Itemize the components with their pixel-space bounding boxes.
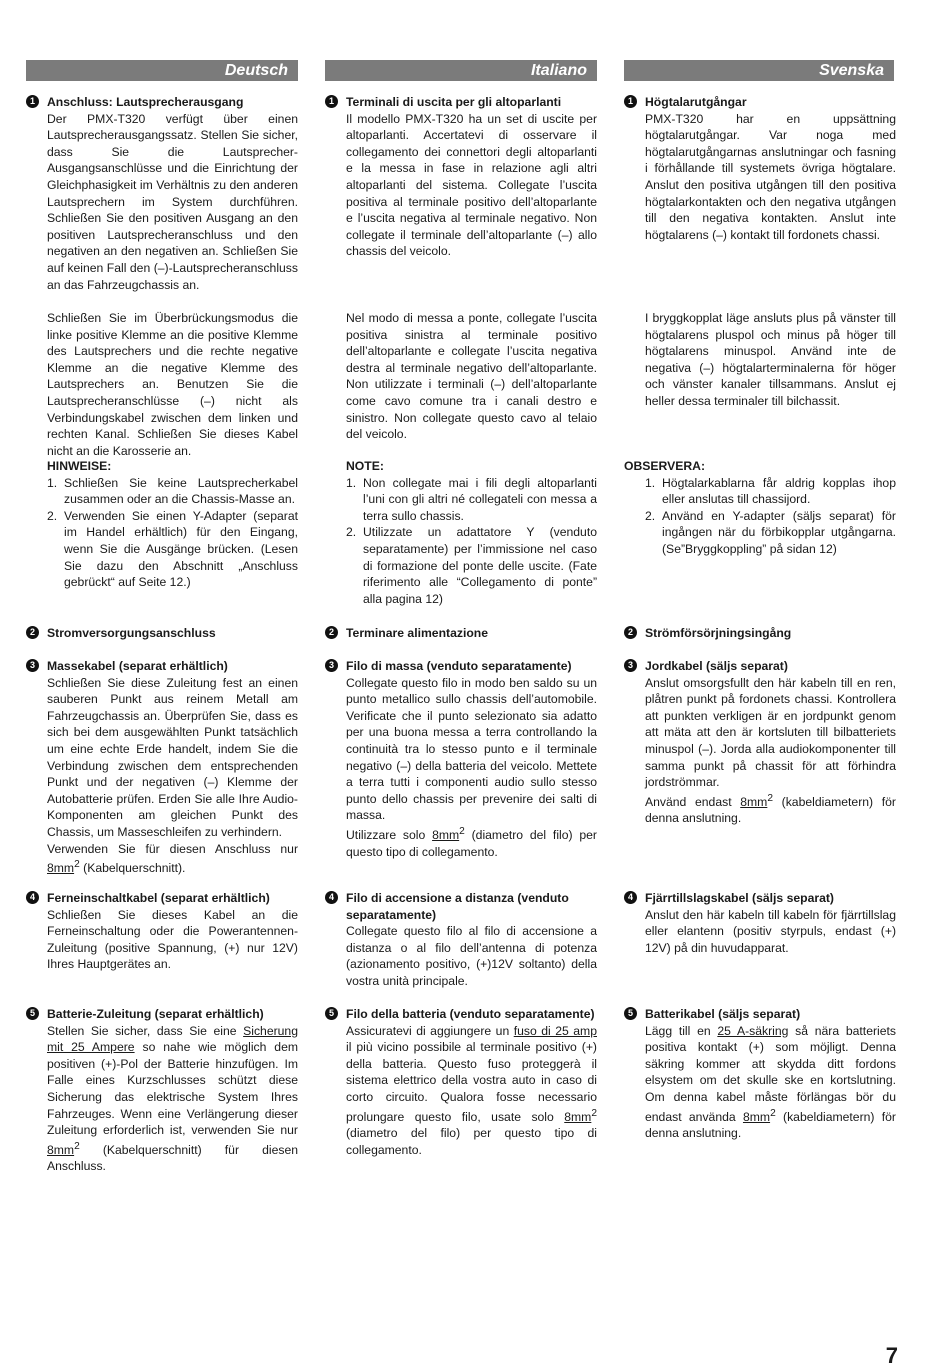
number-badge: 2 (325, 626, 338, 639)
note-item (645, 475, 896, 508)
note-number: 2. (645, 508, 656, 523)
note-text: Högtalarkablarna får aldrig kopplas ihop eller anslutas till chassijord. (662, 475, 896, 507)
note-item (346, 524, 597, 607)
note-item (47, 475, 298, 508)
section-title: Anschluss: Lautsprecherausgang (47, 95, 244, 109)
number-badge: 4 (624, 891, 637, 904)
note-number: 1. (346, 475, 357, 490)
note-number: 1. (645, 475, 656, 490)
note-text: Non collegate mai i fili degli altoparlanti l’uni con gli altri né collegateli con messa a terra sullo chassis. (363, 475, 597, 523)
fuse-rating: 25 A-säkring (717, 1023, 789, 1038)
section-text: PMX-T320 har en uppsättning högtalarutgångar. Var noga med högtalarutgångarnas anslutningar och fasning i förhållande till systemets övriga högtalare. Anslut den positiva utgången till den positiva högtalarkontakten och den negativa utgången till den negativa kontakten. Anslut inte högtalarens (–) kontakt till fordonets chassi. (645, 111, 896, 242)
note-number: 2. (346, 525, 357, 540)
section-text: il più vicino possibile al terminale positivo (+) della batteria. Questo fuso proteggerà il sistema elettrico della vostra auto in caso di corto circuito. Qualora fosse necessario prolungare questo filo, usate solo (346, 1040, 597, 1124)
bridge-paragraph (325, 310, 597, 443)
column-italiano (325, 60, 597, 1157)
section-text: Anslut den här kabeln till kabeln för fjärrtillslag eller elantenn (positiv styrpuls, endast (+) 12V) på din huvudapparat. (645, 907, 896, 955)
section-text: Använd endast (645, 794, 741, 809)
section-title: Filo della batteria (venduto separatamente) (346, 1007, 595, 1021)
cable-size: 8mm (740, 794, 768, 809)
section-3 (26, 658, 298, 877)
section-text: Der PMX-T320 verfügt über einen Lautsprecherausgangssatz. Stellen Sie sicher, dass Sie die Lautsprecher-Ausgangsanschlüsse und die Einrichtung der Gleichphasigkeit im Verhältnis zu den anderen Lautsprechern im System durchführen. Schließen Sie den positiven Ausgang an den positiven Lautsprecheranschluss und den negativen an den negativen an. Schließen Sie auf keinen Fall den (–)-Lautsprecheranschluss an das Fahrzeugchassis an. (47, 111, 298, 292)
section-title: Massekabel (separat erhältlich) (47, 659, 228, 673)
cable-size: 8mm (564, 1109, 592, 1124)
cable-size: 8mm (742, 1109, 771, 1124)
notes-heading: NOTE: (346, 459, 384, 473)
number-badge: 4 (26, 891, 39, 904)
cable-size: 8mm (47, 1142, 75, 1157)
section-text: Utilizzare solo (346, 828, 433, 842)
section-title: Jordkabel (säljs separat) (645, 659, 788, 673)
section-title: Batterikabel (säljs separat) (645, 1007, 801, 1021)
column-svenska (624, 60, 896, 1141)
section-text: Il modello PMX-T320 ha un set di uscite per altoparlanti. Accertatevi di osservare il collegamento dei connettori degli altoparlanti e la messa in fase in relazione agli altri altoparlanti del sistema. Collegate l’uscita positiva al terminale positivo dell’altoparlante e l’uscita negativa al terminale negativo. Non collegate il terminale dell’altoparlante (–) allo chassis del veicolo. (346, 111, 597, 259)
section-text: so nahe wie möglich dem positiven (+)-Pol der Batterie hinzufügen. Im Falle eines Kurzschlusses schützt diese Sicherung das elektrische System Ihres Fahrzeuges. Wenn eine Verlängerung dieser Zuleitung erforderlich ist, verwenden Sie nur (47, 1040, 299, 1138)
language-header: Svenska (624, 60, 894, 81)
number-badge: 3 (624, 659, 637, 672)
section-text: (kabeldiametern) för denna anslutning. (645, 794, 896, 826)
bridge-text: Schließen Sie im Überbrückungsmodus die linke positive Klemme an die positive Klemme des Lautsprechers und die rechte negative Klemme an die negative Klemme des Lautsprechers an. Benutzen Sie die Lautsprecheranschlüsse (–) nicht als Verbindungskabel zwischen dem linken und rechten Kanal. Schließen Sie dieses Kabel nicht an die Karosserie an. (47, 311, 298, 458)
note-text: Utilizzate un adattatore Y (venduto separatamente) per l’immissione nel caso di formazione del ponte delle uscite. (Fate riferimento alle “Collegamento di ponte” alla pagina 12) (363, 525, 597, 606)
section-2 (26, 625, 298, 642)
section-text: Stellen Sie sicher, dass Sie eine (47, 1023, 244, 1038)
number-badge: 1 (325, 95, 338, 108)
note-item (47, 508, 298, 591)
section-title: Batterie-Zuleitung (separat erhältlich) (47, 1007, 264, 1021)
section-text: (kabeldiametern) för denna anslutning. (645, 1109, 896, 1141)
notes-block (325, 458, 597, 607)
number-badge: 5 (26, 1007, 39, 1020)
section-text: Collegate questo filo al filo di accensione a distanza o al filo dell’antenna di potenza (azionamento positivo, (+)12V soltanto) della vostra unità principale. (346, 924, 597, 988)
language-header: Deutsch (26, 60, 298, 81)
bridge-paragraph (26, 310, 298, 459)
note-text: Schließen Sie keine Lautsprecherkabel zusammen oder an die Chassis-Masse an. (64, 475, 298, 507)
section-text: så nära batteriets positiva kontakt (+) som möjligt. Denna säkring kommer att skydda ditt fordons elsystem om det skulle ske en kortslutning. Om denna kabel måste förlängas bör du endast använda (645, 1023, 896, 1124)
number-badge: 5 (624, 1007, 637, 1020)
column-deutsch (26, 60, 299, 1174)
section-title: Fjärrtillslagskabel (säljs separat) (645, 891, 834, 905)
section-4 (624, 890, 896, 956)
notes-heading: HINWEISE: (47, 459, 112, 473)
number-badge: 3 (325, 659, 338, 672)
section-1 (325, 94, 597, 260)
section-1 (26, 94, 298, 293)
section-text: Collegate questo filo in modo ben saldo su un punto metallico sullo chassis dell’automobile. Verificate che il punto selezionato sia adatto per una buona messa a terra controllando la continuità tra lo stesso punto e il terminale negativo (–) della batteria del veicolo. Mettete a terra tutti i componenti audio sullo stesso punto dello chassis per prevenire dei salti di massa. (346, 675, 597, 823)
cable-size: 8mm (47, 861, 75, 876)
section-text: Schließen Sie diese Zuleitung fest an einen sauberen Punkt aus reinem Metall am Fahrzeugchassis an. Überprüfen Sie, dass es sich bei dem ausgewählten Punkt tatsächlich um eine echte Erde handelt, indem Sie die Verbindung zwischen dem entsprechenden Punkt und der negativen (–) Klemme der Autobatterie prüfen. Erden Sie alle Ihre Audio-Komponenten am gleichen Punkt des Chassis, um Masseschleifen zu verhindern. (47, 675, 298, 839)
section-5 (26, 1006, 298, 1175)
section-title: Terminali di uscita per gli altoparlanti (346, 95, 562, 109)
section-text: Anslut omsorgsfullt den här kabeln till en ren, plåtren punkt på fordonets chassi. Kontrollera att punkten verkligen är en jordpunkt genom att mäta att den är kortsluten till bilbatteriets minuspol (–). Jorda alla audiokomponenter till samma punkt på chassit för att förhindra jordströmmar. (645, 675, 896, 790)
section-text: Assicuratevi di aggiungere un (346, 1023, 514, 1038)
section-3 (624, 658, 896, 827)
section-text: (diametro del filo) per questo tipo di collegamento. (346, 1126, 597, 1157)
section-text: Verwenden Sie für diesen Anschluss nur (47, 841, 298, 856)
number-badge: 2 (26, 626, 39, 639)
language-header: Italiano (325, 60, 597, 81)
section-text: Lägg till en (645, 1023, 718, 1038)
bridge-text: Nel modo di messa a ponte, collegate l’uscita positiva sinistra al terminale positivo dell’altoparlante e collegate l’uscita negativa destra al terminale negativo dell’altoparlante. Non utilizzate i terminali (–) dell’altoparlante come cavo comune tra i canali destro e sinistro. Non collegate questo cavo al telaio del veicolo. (346, 311, 597, 442)
note-number: 2. (47, 508, 58, 523)
note-number: 1. (47, 475, 58, 490)
number-badge: 2 (624, 626, 637, 639)
cable-size: 8mm (432, 828, 460, 842)
notes-block (624, 458, 896, 558)
superscript: 2 (74, 859, 80, 871)
page-number: 7 (885, 1343, 898, 1368)
superscript: 2 (459, 825, 465, 837)
number-badge: 3 (26, 659, 39, 672)
superscript: 2 (74, 1140, 80, 1152)
bridge-paragraph (624, 310, 896, 410)
section-title: Strömförsörjningsingång (645, 626, 792, 640)
note-text: Verwenden Sie einen Y-Adapter (separat im Handel erhältlich) für den Eingang, wenn Sie die Ausgänge brücken. (Lesen Sie dazu den Abschnitt „Anschluss gebrückt“ auf Seite 12.) (64, 508, 298, 590)
section-2 (624, 625, 896, 642)
number-badge: 1 (26, 95, 39, 108)
fuse-rating: fuso di 25 amp (513, 1023, 597, 1038)
section-title: Filo di accensione a distanza (venduto separatamente) (346, 891, 569, 922)
section-1 (624, 94, 896, 243)
number-badge: 5 (325, 1007, 338, 1020)
superscript: 2 (591, 1107, 597, 1119)
notes-block (26, 458, 298, 591)
superscript: 2 (770, 1107, 776, 1119)
section-4 (325, 890, 597, 990)
section-text: (Kabelquerschnitt). (79, 861, 186, 876)
note-item (645, 508, 896, 558)
section-title: Terminare alimentazione (346, 626, 489, 640)
section-5 (325, 1006, 597, 1158)
section-2 (325, 625, 597, 642)
section-title: Högtalarutgångar (645, 95, 747, 109)
section-5 (624, 1006, 896, 1142)
number-badge: 4 (325, 891, 338, 904)
superscript: 2 (767, 792, 773, 804)
section-title: Filo di massa (venduto separatamente) (346, 659, 572, 673)
number-badge: 1 (624, 95, 637, 108)
section-text: Schließen Sie dieses Kabel an die Ferneinschaltung oder die Powerantennen-Zuleitung (positive Spannung, (+) nur 12V) Ihres Hauptgerätes an. (47, 907, 298, 972)
note-text: Använd en Y-adapter (säljs separat) för ingången när du förbikopplar utgångarna. (Se”Bryggkoppling” på sidan 12) (662, 508, 896, 556)
note-item (346, 475, 597, 525)
section-text: (Kabelquerschnitt) für diesen Anschluss. (47, 1142, 298, 1174)
section-4 (26, 890, 298, 973)
section-3 (325, 658, 597, 860)
section-title: Ferneinschaltkabel (separat erhältlich) (47, 891, 270, 905)
notes-heading: OBSERVERA: (624, 459, 706, 473)
fuse-rating: Sicherung mit 25 Ampere (47, 1023, 298, 1055)
section-text: (diametro del filo) per questo tipo di collegamento. (346, 828, 597, 859)
section-title: Stromversorgungsanschluss (47, 626, 216, 640)
bridge-text: I bryggkopplat läge ansluts plus på vänster till högtalarens pluspol och minus på höger till högtalarens minuspol. Använd inte de negativa (–) högtalarterminalerna för höger och vänster kanaler tillsammans. Anslut ej heller dessa terminaler till bilchassit. (645, 311, 896, 408)
